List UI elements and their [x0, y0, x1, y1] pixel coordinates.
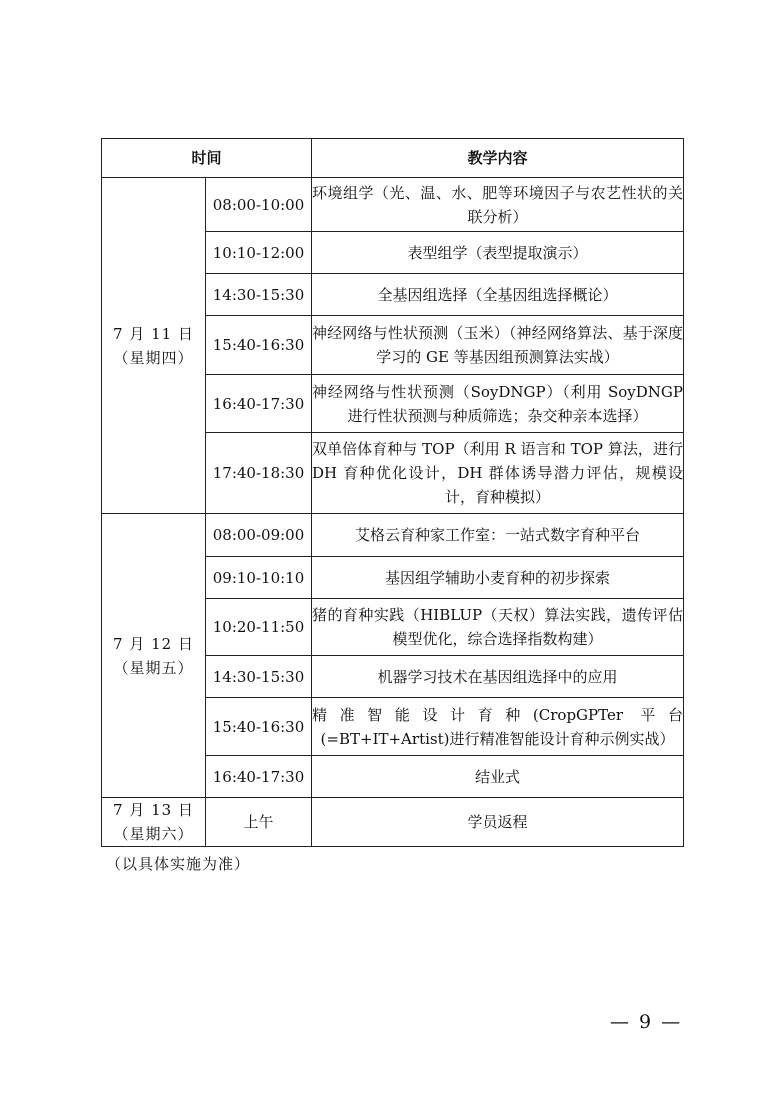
- date-label: 7 月 12 日: [113, 634, 194, 653]
- time-cell: 08:00-10:00: [206, 178, 312, 232]
- header-time: 时间: [102, 139, 312, 178]
- time-cell: 16:40-17:30: [206, 756, 312, 798]
- weekday-label: （星期四）: [113, 348, 194, 367]
- time-cell: 10:10-12:00: [206, 232, 312, 274]
- footnote: （以具体实施为准）: [106, 855, 251, 873]
- content-cell: 表型组学（表型提取演示）: [312, 232, 684, 274]
- time-cell: 16:40-17:30: [206, 375, 312, 433]
- time-cell: 17:40-18:30: [206, 433, 312, 514]
- page-number: — 9 —: [610, 1011, 683, 1033]
- content-cell: 基因组学辅助小麦育种的初步探索: [312, 557, 684, 599]
- date-cell: [102, 178, 206, 514]
- content-cell: 精准智能设计育种(CropGPTer 平台(=BT+IT+Artist)进行精准智能设计育种示例实战）: [312, 698, 684, 756]
- schedule-table: [101, 138, 684, 847]
- header-content: 教学内容: [312, 139, 684, 178]
- date-cell: [102, 798, 206, 847]
- content-cell: 双单倍体育种与 TOP（利用 R 语言和 TOP 算法，进行 DH 育种优化设计，DH 群体诱导潜力评估，规模设计，育种模拟）: [312, 433, 684, 514]
- table-row: [102, 798, 684, 847]
- time-cell: 10:20-11:50: [206, 599, 312, 656]
- content-cell: 神经网络与性状预测（玉米）（神经网络算法、基于深度学习的 GE 等基因组预测算法实战）: [312, 316, 684, 375]
- weekday-label: （星期六）: [113, 825, 194, 843]
- weekday-label: （星期五）: [113, 658, 194, 677]
- time-cell: 15:40-16:30: [206, 698, 312, 756]
- table-header-row: [102, 139, 684, 178]
- time-cell: 14:30-15:30: [206, 274, 312, 316]
- time-cell: 09:10-10:10: [206, 557, 312, 599]
- table-row: [102, 178, 684, 232]
- content-cell: 结业式: [312, 756, 684, 798]
- content-cell: 神经网络与性状预测（SoyDNGP）（利用 SoyDNGP 进行性状预测与种质筛选；杂交种亲本选择）: [312, 375, 684, 433]
- time-cell: 上午: [206, 798, 312, 847]
- content-cell: 艾格云育种家工作室：一站式数字育种平台: [312, 514, 684, 557]
- date-cell: [102, 514, 206, 798]
- content-cell: 猪的育种实践（HIBLUP（天权）算法实践，遗传评估模型优化，综合选择指数构建）: [312, 599, 684, 656]
- time-cell: 15:40-16:30: [206, 316, 312, 375]
- date-label: 7 月 11 日: [113, 324, 194, 343]
- content-cell: 全基因组选择（全基因组选择概论）: [312, 274, 684, 316]
- date-label: 7 月 13 日: [113, 801, 194, 819]
- content-cell: 机器学习技术在基因组选择中的应用: [312, 656, 684, 698]
- time-cell: 14:30-15:30: [206, 656, 312, 698]
- content-cell: 学员返程: [312, 798, 684, 847]
- content-cell: 环境组学（光、温、水、肥等环境因子与农艺性状的关联分析）: [312, 178, 684, 232]
- time-cell: 08:00-09:00: [206, 514, 312, 557]
- table-row: [102, 514, 684, 557]
